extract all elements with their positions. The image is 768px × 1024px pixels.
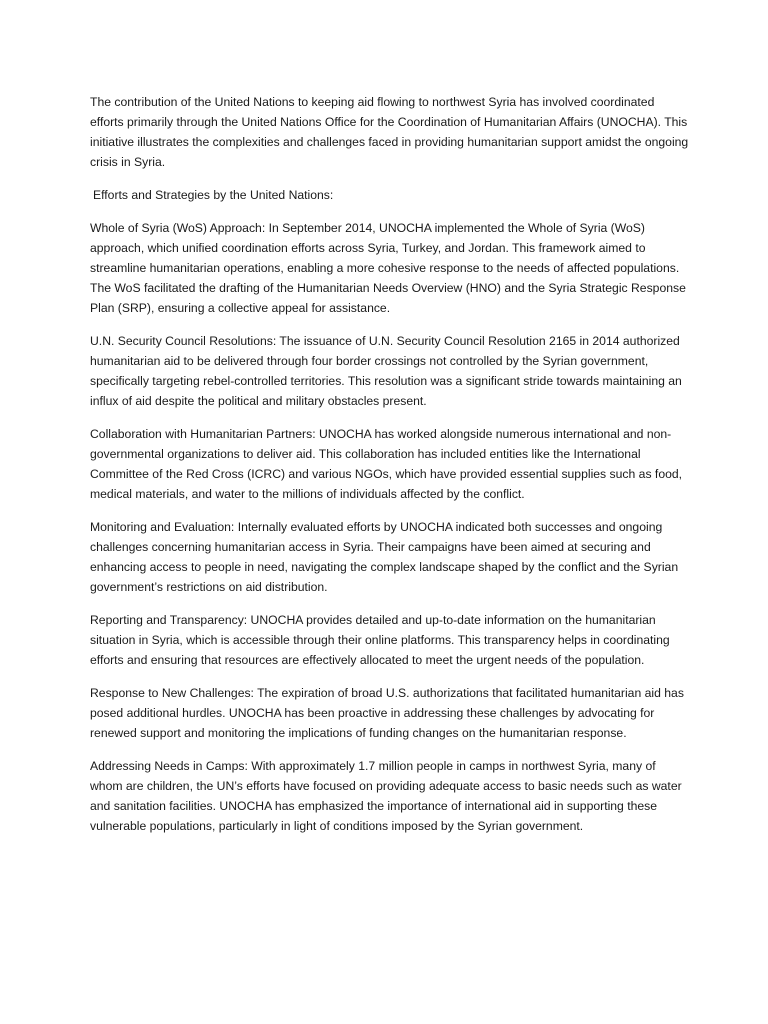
camps-paragraph: Addressing Needs in Camps: With approximately 1.7 million people in camps in northwest Syria, many of whom are children, the UN’s efforts have focused on providing adequate access to basic needs such as water and sanitation facilities. UNOCHA has emphasized the importance of international aid in supporting these vulnerable populations, particularly in light of conditions imposed by the Syrian government. bbox=[90, 759, 682, 833]
security-council-paragraph: U.N. Security Council Resolutions: The issuance of U.N. Security Council Resolution 2165 in 2014 authorized humanitarian aid to be delivered through four border crossings not controlled by the Syrian government, specifically targeting rebel-controlled territories. This resolution was a significant stride towards maintaining an influx of aid despite the political and military obstacles present. bbox=[90, 334, 682, 408]
wos-approach-paragraph: Whole of Syria (WoS) Approach: In September 2014, UNOCHA implemented the Whole of Syria (WoS) approach, which unified coordination efforts across Syria, Turkey, and Jordan. This framework aimed to streamline humanitarian operations, enabling a more cohesive response to the needs of affected populations. The WoS facilitated the drafting of the Humanitarian Needs Overview (HNO) and the Syria Strategic Response Plan (SRP), ensuring a collective appeal for assistance. bbox=[90, 221, 686, 315]
document-body bbox=[90, 92, 690, 849]
monitoring-paragraph: Monitoring and Evaluation: Internally evaluated efforts by UNOCHA indicated both successes and ongoing challenges concerning humanitarian access in Syria. Their campaigns have been aimed at securing and enhancing access to people in need, navigating the complex landscape shaped by the conflict and the Syrian government’s restrictions on aid distribution. bbox=[90, 520, 679, 594]
reporting-paragraph: Reporting and Transparency: UNOCHA provides detailed and up-to-date information on the humanitarian situation in Syria, which is accessible through their online platforms. This transparency helps in coordinating efforts and ensuring that resources are effectively allocated to meet the urgent needs of the population. bbox=[90, 613, 670, 667]
new-challenges-paragraph: Response to New Challenges: The expiration of broad U.S. authorizations that facilitated humanitarian aid has posed additional hurdles. UNOCHA has been proactive in addressing these challenges by advocating for renewed support and monitoring the implications of funding changes on the humanitarian response. bbox=[90, 686, 684, 740]
section-heading: Efforts and Strategies by the United Nations: bbox=[93, 188, 334, 202]
collaboration-paragraph: Collaboration with Humanitarian Partners: UNOCHA has worked alongside numerous international and non-governmental organizations to deliver aid. This collaboration has included entities like the International Committee of the Red Cross (ICRC) and various NGOs, which have provided essential supplies such as food, medical materials, and water to the millions of individuals affected by the conflict. bbox=[90, 427, 683, 501]
intro-paragraph: The contribution of the United Nations to keeping aid flowing to northwest Syria has involved coordinated efforts primarily through the United Nations Office for the Coordination of Humanitarian Affairs (UNOCHA). This initiative illustrates the complexities and challenges faced in providing humanitarian support amidst the ongoing crisis in Syria. bbox=[90, 95, 689, 169]
